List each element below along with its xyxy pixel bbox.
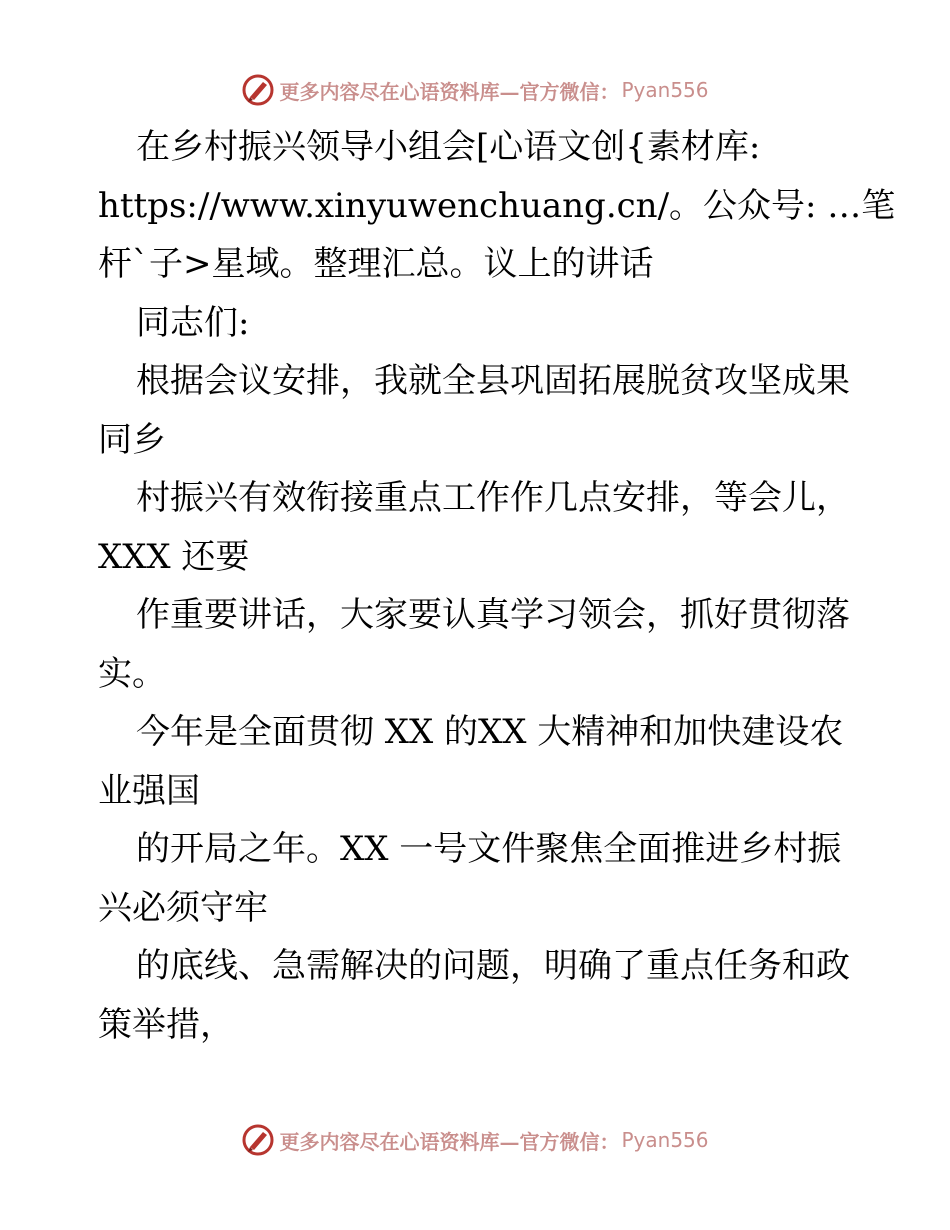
body-line: 的开局之年。XX 一号文件聚焦全面推进乡村振 bbox=[136, 829, 842, 869]
document-body bbox=[98, 118, 896, 1054]
banner-wechat-id: Pyan556 bbox=[621, 78, 709, 102]
banner-text: 更多内容尽在心语资料库—官方微信： bbox=[279, 79, 620, 104]
body-line: https://www.xinyuwenchuang.cn/。公众号: …笔 bbox=[98, 185, 896, 226]
body-line: 今年是全面贯彻 XX 的XX 大精神和加快建设农 bbox=[136, 712, 844, 752]
pen-logo-icon bbox=[241, 1123, 275, 1157]
banner-wechat-id: Pyan556 bbox=[621, 1128, 709, 1152]
body-line: 实。 bbox=[98, 653, 166, 694]
body-line: 村振兴有效衔接重点工作作几点安排，等会儿， bbox=[136, 478, 850, 518]
header-banner bbox=[0, 70, 950, 110]
body-line: 杆`子>星域。整理汇总。议上的讲话 bbox=[98, 244, 654, 284]
body-line: 业强国 bbox=[98, 770, 200, 811]
body-line: 的底线、急需解决的问题，明确了重点任务和政 bbox=[136, 946, 850, 986]
pen-logo-icon bbox=[241, 73, 275, 107]
body-line: 作重要讲话，大家要认真学习领会，抓好贯彻落 bbox=[136, 595, 850, 635]
body-line: 兴必须守牢 bbox=[98, 887, 268, 928]
body-line: 根据会议安排，我就全县巩固拓展脱贫攻坚成果 bbox=[136, 361, 850, 401]
body-line: 同乡 bbox=[98, 419, 166, 460]
body-line: 在乡村振兴领导小组会[心语文创{素材库: bbox=[136, 127, 761, 167]
body-line: XXX 还要 bbox=[98, 536, 250, 577]
banner-text: 更多内容尽在心语资料库—官方微信： bbox=[279, 1129, 620, 1154]
body-line: 同志们: bbox=[136, 302, 250, 343]
footer-banner bbox=[0, 1120, 950, 1160]
body-line: 策举措， bbox=[98, 1004, 234, 1045]
